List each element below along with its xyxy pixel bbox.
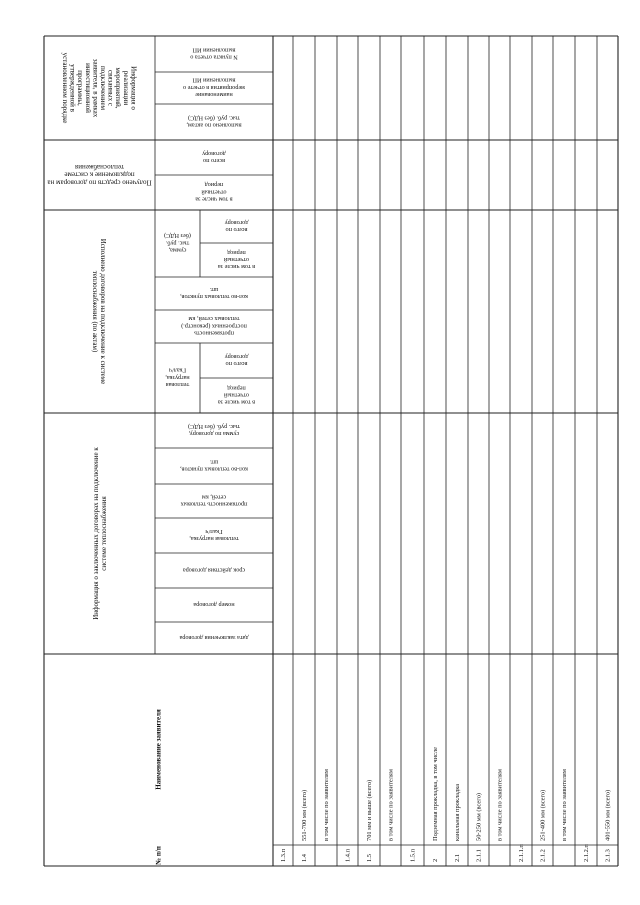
row-name-text: в том числе по заявителям: [496, 769, 504, 841]
funds-col-header-2-line: в том числе за: [195, 195, 233, 203]
row-number: [605, 849, 612, 862]
row-number-text: 2.1.3: [604, 849, 612, 862]
executed-load-label-line: нагрузка,: [165, 373, 190, 381]
row-name: [366, 780, 373, 841]
executed-load-col-1: [224, 353, 249, 367]
funds-group-title: [47, 163, 152, 187]
row-name-text: Подземная прокладка, в том числе: [432, 747, 439, 841]
executed-load-label-line: Гкал/ч: [168, 366, 187, 374]
executed-load-col-2-line: период: [227, 384, 246, 392]
number-column-header-text: № п/п: [154, 846, 163, 865]
executed-load-col-2-line: отчетный: [223, 391, 250, 399]
contracts-col-header-1-line: дата заключения договора: [179, 633, 249, 641]
executed-sum-col-2: [218, 249, 256, 270]
executed-group-title: [91, 239, 107, 385]
contracts-group-title-line: Информация о заключенных договорах на подключение к: [91, 447, 100, 620]
executed-length-col: [181, 315, 247, 336]
info-group-title-line: связанных с: [106, 70, 115, 106]
info-group-title: [61, 53, 137, 124]
info-group-title-line: установленном порядке: [61, 52, 70, 124]
row-number: [454, 854, 461, 862]
executed-load-col-1-line: всего по: [225, 359, 248, 367]
info-group-title-line: подключением: [98, 65, 107, 111]
row-name: [388, 769, 395, 841]
executed-group-title-line: теплоснабжения (по актам): [91, 270, 100, 353]
executed-length-col-line: построенных (реконстр.): [181, 322, 247, 330]
row-name: [301, 790, 308, 841]
contracts-col-header-6-line: шт.: [209, 458, 219, 466]
info-group-title-line: утвержденной в: [68, 64, 77, 112]
funds-col-header-2: [195, 181, 233, 202]
funds-col-header-2-line: отчетный: [201, 188, 227, 196]
contracts-col-header-7-line: сумма по договору,: [188, 429, 240, 437]
info-col-header-1: [190, 46, 237, 60]
row-number: [583, 844, 590, 862]
executed-length-col-line: тепловых сетей, км: [188, 315, 240, 323]
name-column-header: [155, 709, 163, 790]
info-group-title-line: заявителя, в рамках: [91, 58, 100, 118]
row-number-text: 2.1.2.п: [583, 844, 590, 862]
info-col-header-1-line: выполнении ИП: [192, 46, 236, 54]
executed-sum-col-1: [224, 219, 249, 233]
contracts-col-header-1: [179, 634, 248, 641]
row-name-text: 50-250 мм (всего): [475, 792, 483, 841]
row-name-text: 701 мм и выше (всего): [366, 779, 373, 841]
executed-sum-label-line: сумма,: [168, 246, 187, 254]
funds-col-header-1: [201, 150, 226, 164]
contracts-col-header-7-line: тыс. руб. (без НДС): [188, 422, 240, 430]
row-number-text: 1.5.п: [409, 848, 417, 862]
row-number: [410, 848, 417, 862]
funds-col-header-2-line: период: [204, 181, 224, 189]
row-number: [366, 854, 373, 862]
info-col-header-3-line: выполнено по актам,: [186, 121, 242, 129]
executed-load-col-2-line: в том числе за: [217, 398, 256, 406]
executed-length-col-line: протяженность: [194, 329, 234, 337]
row-name: [476, 793, 483, 841]
executed-sum-label-line: (без НДС): [164, 231, 191, 239]
contracts-col-header-2: [193, 601, 234, 608]
executed-sum-label-line: тыс. руб.: [165, 239, 190, 247]
executed-load-col-2: [218, 385, 256, 406]
executed-sum-col-2-line: отчетный: [223, 255, 250, 263]
row-name: [561, 769, 568, 841]
name-column-header-text: Наименование заявителя: [154, 709, 163, 790]
row-name-text: в том числе по заявителям: [323, 769, 330, 841]
row-name: [497, 769, 504, 841]
row-number: [432, 859, 439, 862]
row-name: [540, 790, 547, 841]
row-name-text: в том числе по заявителям: [387, 769, 395, 841]
row-number: [280, 848, 287, 862]
row-name: [454, 784, 461, 841]
contracts-col-header-5: [180, 493, 248, 507]
executed-sum-label: [164, 232, 191, 254]
executed-sum-col-2-line: период: [227, 249, 246, 256]
row-name-text: канальная прокладка: [454, 783, 461, 841]
contracts-col-header-3: [183, 566, 246, 573]
row-number: [518, 844, 525, 862]
contracts-col-header-5-line: сетей, км: [201, 493, 227, 501]
row-number: [345, 848, 352, 862]
info-col-header-1-line: N пункта отчета о: [190, 53, 238, 61]
row-number-text: 2: [432, 858, 439, 862]
row-number: [301, 853, 308, 862]
row-name-text: 401-550 мм (всего): [604, 789, 612, 841]
info-col-header-2: [183, 77, 245, 98]
executed-points-col-line: кол-во тепловых пунктов,: [180, 292, 248, 300]
row-name: [605, 790, 612, 841]
contracts-col-header-4: [189, 528, 239, 542]
row-number-text: 1.5: [366, 854, 373, 862]
contracts-col-header-7: [188, 423, 240, 437]
executed-points-col: [180, 286, 248, 300]
info-group-title-line: программы,: [76, 70, 85, 106]
executed-group-title-line: Исполнено договоров на подключение к системе: [99, 238, 108, 385]
row-name: [432, 747, 439, 841]
contracts-col-header-5-line: протяженность тепловых: [180, 500, 248, 508]
info-group-title-line: инвестиционной: [83, 63, 92, 113]
info-col-header-3: [186, 114, 242, 128]
row-name: [323, 769, 330, 841]
row-number-text: 1.4.п: [344, 848, 352, 862]
row-number-text: 2.1.1: [475, 849, 483, 862]
info-col-header-2-line: наименование: [195, 90, 233, 98]
row-number-text: 2.1.2: [539, 849, 547, 862]
contracts-group-title: [92, 447, 108, 620]
executed-load-label: [165, 366, 190, 388]
row-name-text: 251-400 мм (всего): [539, 789, 547, 841]
executed-points-col-line: шт.: [209, 285, 219, 293]
contracts-col-header-4-line: Гкал/ч: [205, 527, 223, 535]
info-group-title-line: мероприятий,: [114, 67, 123, 109]
executed-load-label-line: тепловая: [165, 381, 190, 389]
row-number-text: 2.1: [454, 854, 461, 862]
contracts-col-header-4-line: тепловая нагрузка,: [189, 534, 239, 542]
row-number: [476, 849, 483, 862]
executed-sum-col-1-line: договору: [224, 218, 249, 226]
info-group-title-line: Информация о: [129, 66, 138, 110]
contracts-col-header-6-line: кол-во тепловых пунктов,: [180, 465, 248, 473]
info-col-header-2-line: выполнении ИП: [192, 76, 236, 84]
row-number-text: 2.1.1.п: [518, 844, 525, 862]
funds-col-header-1-line: всего по: [203, 156, 225, 164]
contracts-group-title-line: системе теплоснабжения: [99, 496, 108, 571]
row-name-text: 551-700 мм (всего): [301, 789, 308, 841]
info-col-header-2-line: мероприятия в отчете о: [183, 83, 245, 91]
contracts-col-header-2-line: номер договора: [193, 600, 235, 608]
funds-group-title-line: подключение к системе: [64, 170, 135, 179]
info-group-title-line: реализации: [121, 70, 130, 106]
row-number-text: 1.3.п: [280, 848, 287, 862]
executed-load-col-1-line: договору: [224, 352, 249, 360]
row-number-text: 1.4: [301, 854, 308, 862]
executed-sum-col-2-line: в том числе за: [217, 262, 256, 270]
executed-sum-col-1-line: всего по: [225, 225, 248, 233]
row-number: [540, 849, 547, 862]
number-column-header: [155, 846, 163, 866]
contracts-col-header-3-line: срок действия договора: [182, 566, 246, 574]
row-name-text: в том числе по заявителям: [561, 769, 568, 841]
funds-group-title-line: теплоснабжения: [75, 162, 124, 171]
funds-group-title-line: Получено средств по договорам на: [47, 178, 152, 187]
contracts-col-header-6: [180, 458, 248, 472]
funds-col-header-1-line: договору: [202, 149, 226, 157]
info-col-header-3-line: тыс. руб. (без НДС): [188, 114, 240, 122]
